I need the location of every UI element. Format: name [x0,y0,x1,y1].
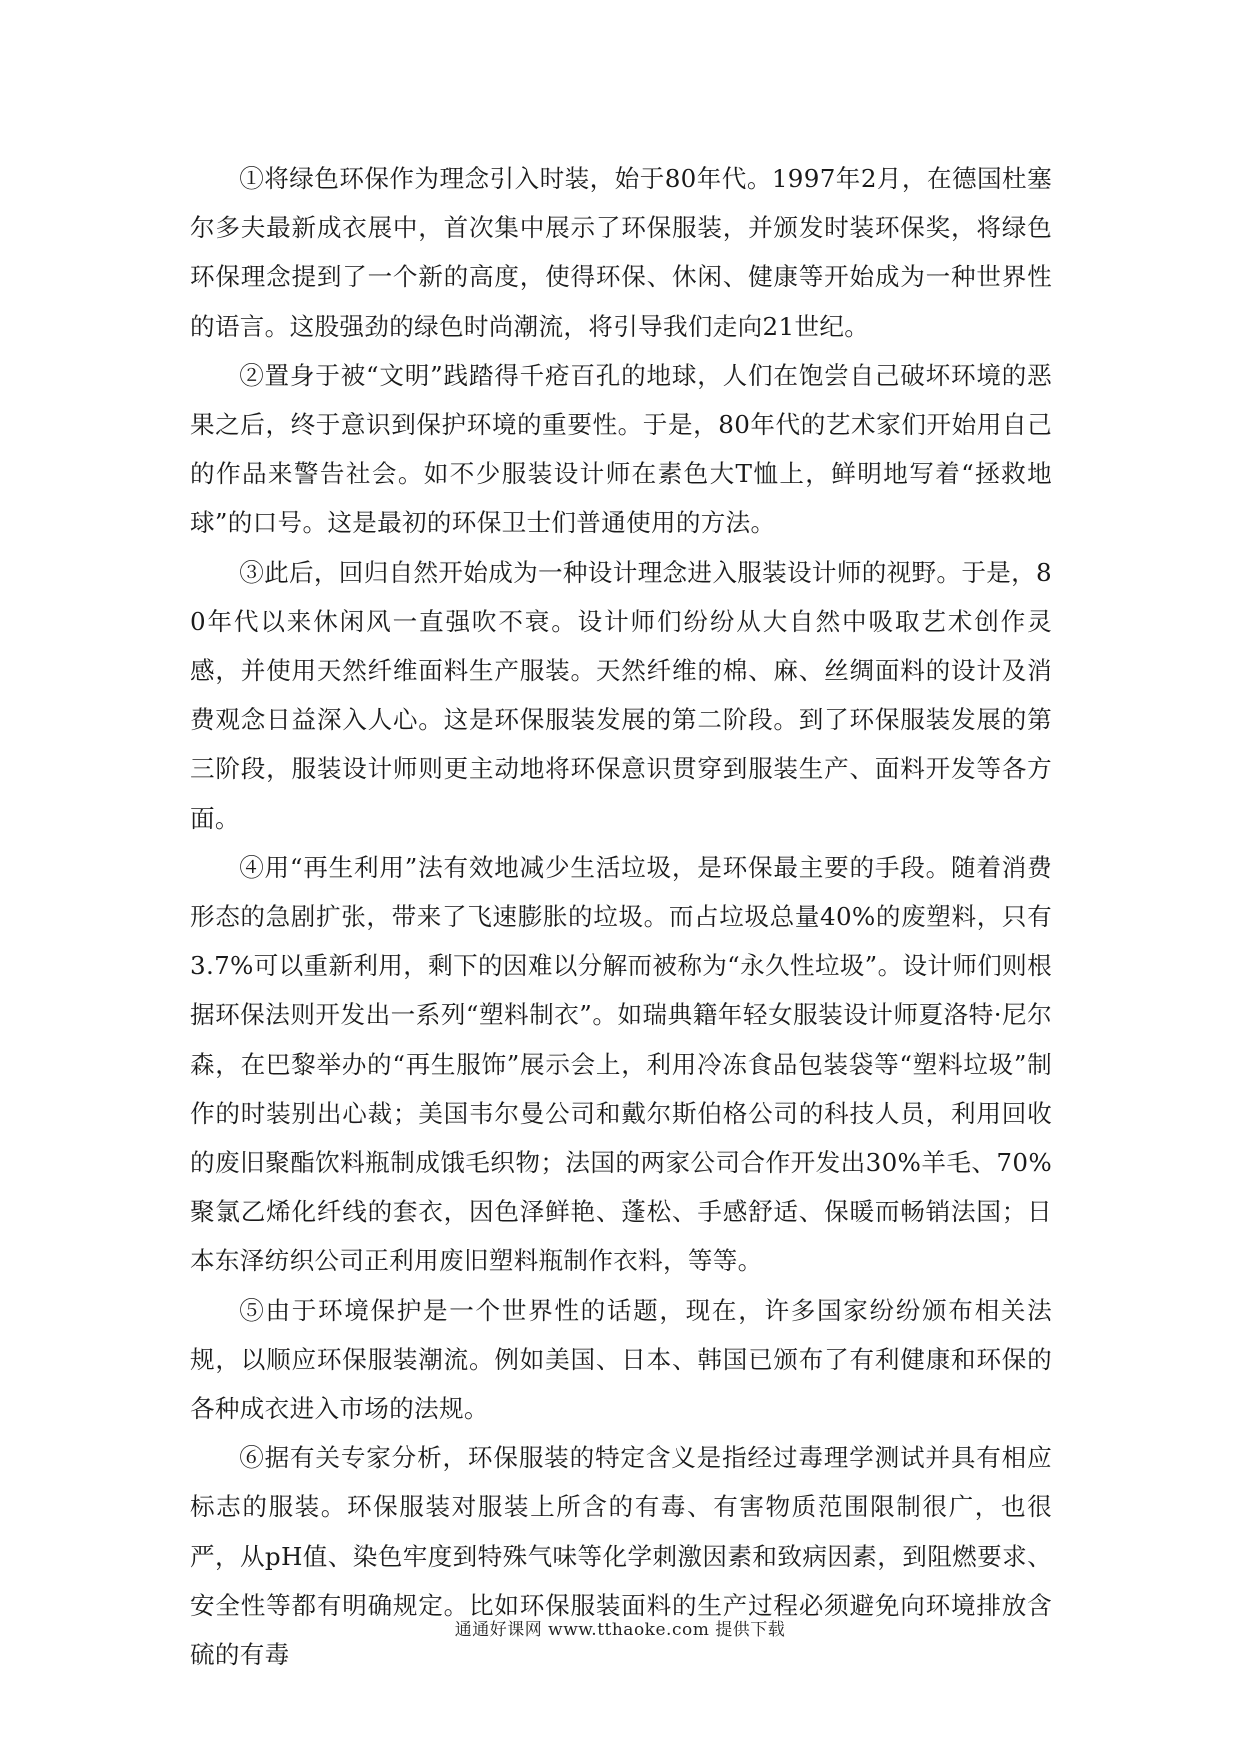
paragraph-2: ②置身于被“文明”践踏得千疮百孔的地球，人们在饱尝自己破坏环境的恶果之后，终于意识到保护环境的重要性。于是，80年代的艺术家们开始用自己的作品来警告社会。如不少服装设计师在素色大T恤上，鲜明地写着“拯救地球”的口号。这是最初的环保卫士们普通使用的方法。 [190,360,1052,538]
paragraph-3: ③此后，回归自然开始成为一种设计理念进入服装设计师的视野。于是，80年代以来休闲风一直强吹不衰。设计师们纷纷从大自然中吸取艺术创作灵感，并使用天然纤维面料生产服装。天然纤维的棉、麻、丝绸面料的设计及消费观念日益深入人心。这是环保服装发展的第二阶段。到了环保服装发展的第三阶段，服装设计师则更主动地将环保意识贯穿到服装生产、面料开发等各方面。 [190,557,1052,833]
document-body [190,154,1052,1679]
paragraph-6: ⑥据有关专家分析，环保服装的特定含义是指经过毒理学测试并具有相应标志的服装。环保服装对服装上所含的有毒、有害物质范围限制很广，也很严，从pH值、染色牢度到特殊气味等化学刺激因素和致病因素，到阻燃要求、安全性等都有明确规定。比如环保服装面料的生产过程必须避免向环境排放含硫的有毒 [190,1443,1052,1670]
paragraph-4: ④用“再生利用”法有效地减少生活垃圾，是环保最主要的手段。随着消费形态的急剧扩张，带来了飞速膨胀的垃圾。而占垃圾总量40%的废塑料，只有3.7%可以重新利用，剩下的因难以分解而被称为“永久性垃圾”。设计师们则根据环保法则开发出一系列“塑料制衣”。如瑞典籍年轻女服装设计师夏洛特·尼尔森，在巴黎举办的“再生服饰”展示会上，利用冷冻食品包装袋等“塑料垃圾”制作的时装别出心裁；美国韦尔曼公司和戴尔斯伯格公司的科技人员，利用回收的废旧聚酯饮料瓶制成饿毛织物；法国的两家公司合作开发出30%羊毛、70%聚氯乙烯化纤线的套衣，因色泽鲜艳、蓬松、手感舒适、保暖而畅销法国；日本东泽纺织公司正利用废旧塑料瓶制作衣料，等等。 [190,852,1052,1276]
paragraph-5: ⑤由于环境保护是一个世界性的话题，现在，许多国家纷纷颁布相关法规，以顺应环保服装潮流。例如美国、日本、韩国已颁布了有利健康和环保的各种成衣进入市场的法规。 [190,1295,1052,1424]
page-footer: 通通好课网 www.tthaoke.com 提供下载 [454,1620,786,1640]
paragraph-1: ①将绿色环保作为理念引入时装，始于80年代。1997年2月，在德国杜塞尔多夫最新成衣展中，首次集中展示了环保服装，并颁发时装环保奖，将绿色环保理念提到了一个新的高度，使得环保、休闲、健康等开始成为一种世界性的语言。这股强劲的绿色时尚潮流，将引导我们走向21世纪。 [190,164,1052,341]
